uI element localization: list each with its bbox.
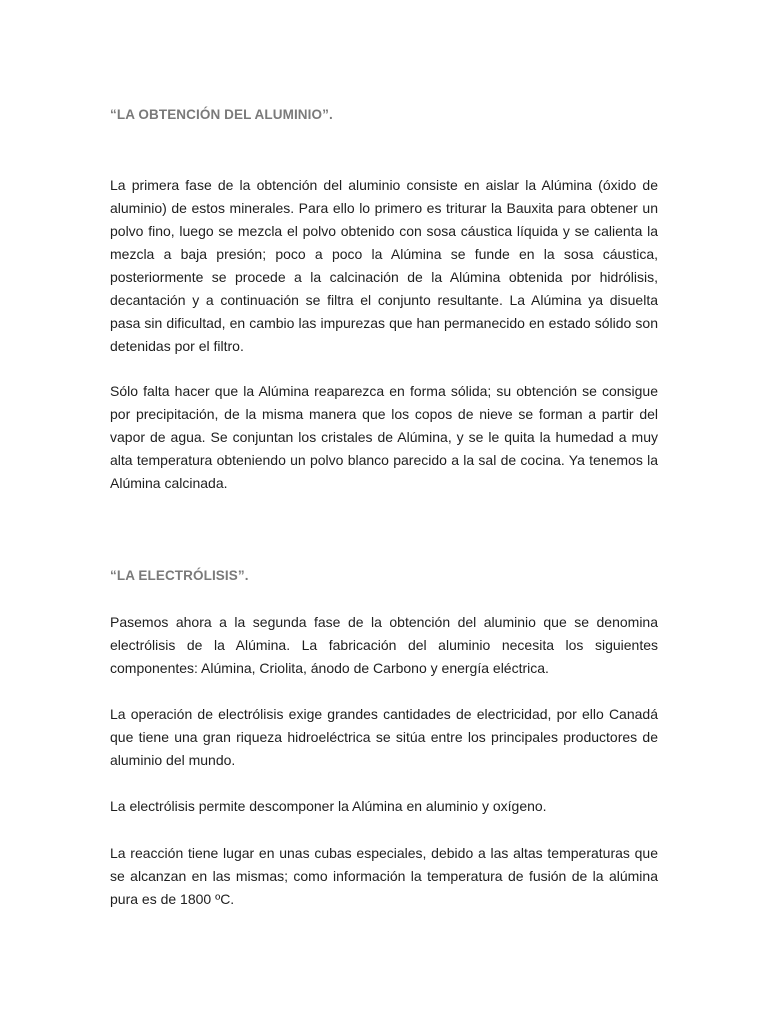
paragraph-electrolisis-1: Pasemos ahora a la segunda fase de la obtención del aluminio que se denomina electrólisis de la Alúmina. La fabricación del aluminio necesita los siguientes componentes: Alúmina, Criolita, ánodo de Carbono y energía eléctrica.	[110, 614, 658, 676]
paragraph-obtencion-1: La primera fase de la obtención del aluminio consiste en aislar la Alúmina (óxido de aluminio) de estos minerales. Para ello lo primero es triturar la Bauxita para obtener un polvo fino, luego se mezcla el polvo obtenido con sosa cáustica líquida y se calienta la mezcla a baja presión; poco a poco la Alúmina se funde en la sosa cáustica, posteriormente se procede a la calcinación de la Alúmina obtenida por hidrólisis, decantación y a continuación se filtra el conjunto resultante. La Alúmina ya disuelta pasa sin dificultad, en cambio las impurezas que han permanecido en estado sólido son detenidas por el filtro.	[110, 177, 658, 354]
paragraph-obtencion-2: Sólo falta hacer que la Alúmina reaparezca en forma sólida; su obtención se consigue por precipitación, de la misma manera que los copos de nieve se forman a partir del vapor de agua. Se conjuntan los cristales de Alúmina, y se le quita la humedad a muy alta temperatura obteniendo un polvo blanco parecido a la sal de cocina. Ya tenemos la Alúmina calcinada.	[110, 383, 658, 491]
paragraph-electrolisis-2: La operación de electrólisis exige grandes cantidades de electricidad, por ello Canadá que tiene una gran riqueza hidroeléctrica se sitúa entre los principales productores de aluminio del mundo.	[110, 706, 658, 768]
paragraph-electrolisis-4: La reacción tiene lugar en unas cubas especiales, debido a las altas temperaturas que se alcanzan en las mismas; como información la temperatura de fusión de la alúmina pura es de 1800 ºC.	[110, 845, 658, 907]
paragraph-electrolisis-3: La electrólisis permite descomponer la Alúmina en aluminio y oxígeno.	[110, 798, 547, 814]
section-heading-electrolisis: “LA ELECTRÓLISIS”.	[110, 568, 249, 583]
section-heading-obtencion: “LA OBTENCIÓN DEL ALUMINIO”.	[110, 107, 333, 122]
